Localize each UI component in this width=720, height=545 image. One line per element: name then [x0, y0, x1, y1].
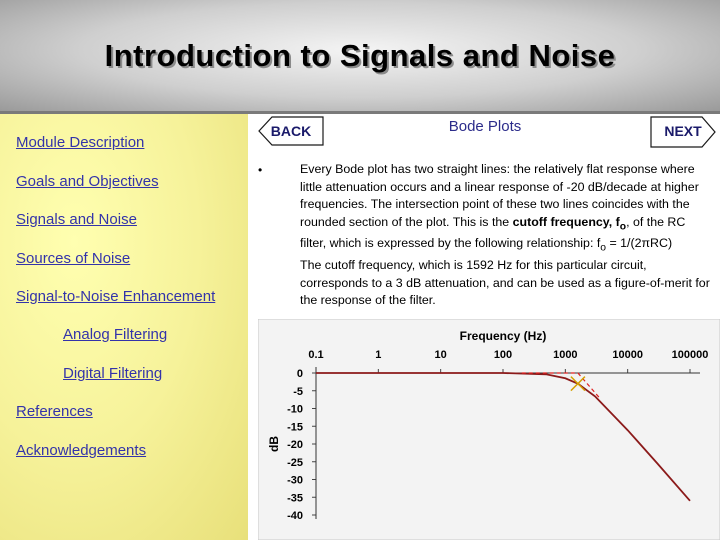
y-tick-label: -30: [287, 474, 303, 487]
p1-pre: Every Bode plot has two straight lines: the relatively flat response where little attenuation occurs and a linear response of -20 dB/decade at higher frequencies. The intersection point of these two lines coincides with the rounded section of the plot. This is the: [300, 162, 699, 229]
nav-acknowledgements[interactable]: Acknowledgements: [16, 442, 147, 459]
nav-signals-and-noise[interactable]: Signals and Noise: [16, 211, 137, 228]
x-tick-label: 10: [434, 349, 447, 361]
next-button[interactable]: [650, 116, 716, 148]
y-tick-label: -20: [287, 439, 303, 451]
nav-sources-of-noise[interactable]: Sources of Noise: [16, 250, 131, 267]
nav-analog-filtering[interactable]: Analog Filtering: [63, 326, 168, 343]
bode-plot-svg: [258, 319, 720, 540]
body-text: [300, 161, 714, 310]
y-tick-label: -15: [287, 421, 303, 434]
paragraph-1: [300, 161, 714, 257]
chart-title: Frequency (Hz): [459, 329, 547, 343]
p1-bold: cutoff frequency, f: [512, 214, 620, 229]
nav-module-description[interactable]: Module Description: [16, 134, 145, 151]
nav-digital-filtering[interactable]: Digital Filtering: [63, 365, 163, 382]
bode-plot: [258, 319, 720, 540]
y-axis-label: dB: [267, 436, 281, 452]
next-label: NEXT: [664, 123, 702, 139]
p1-end: = 1/(2πRC): [606, 236, 673, 251]
title-bar: [0, 0, 720, 114]
nav-signal-to-noise-enhancement[interactable]: Signal-to-Noise Enhancement: [16, 288, 216, 305]
p1-bold-sub: o: [619, 220, 627, 232]
back-button[interactable]: [258, 116, 324, 146]
p1-mid: , of the RC filter, which is expressed by the following relationship: f: [300, 214, 686, 251]
y-tick-label: 0: [296, 368, 303, 380]
y-tick-label: -35: [287, 492, 303, 505]
x-tick-label: 0.1: [308, 349, 324, 361]
paragraph-2: The cutoff frequency, which is 1592 Hz for this particular circuit, corresponds to a 3 dB attenuation, and can be used as a figure-of-merit for the response of the filter.: [300, 258, 710, 308]
chart-background: [258, 319, 720, 540]
y-tick-label: -25: [287, 456, 303, 469]
x-tick-label: 100: [493, 349, 513, 361]
y-tick-label: -5: [293, 385, 303, 398]
nav-goals-and-objectives[interactable]: Goals and Objectives: [16, 173, 159, 190]
p1-sub: o: [600, 242, 607, 254]
back-label: BACK: [270, 123, 312, 139]
x-tick-label: 1: [375, 349, 382, 361]
x-tick-label: 100000: [671, 349, 709, 361]
nav-references[interactable]: References: [16, 403, 93, 420]
bullet: •: [258, 163, 263, 177]
section-heading: Bode Plots: [448, 118, 522, 135]
y-tick-label: -10: [287, 403, 303, 416]
x-tick-label: 1000: [553, 349, 578, 361]
page-title: Introduction to Signals and Noise: [104, 38, 616, 73]
y-tick-label: -40: [287, 510, 303, 522]
x-tick-label: 10000: [612, 349, 643, 361]
